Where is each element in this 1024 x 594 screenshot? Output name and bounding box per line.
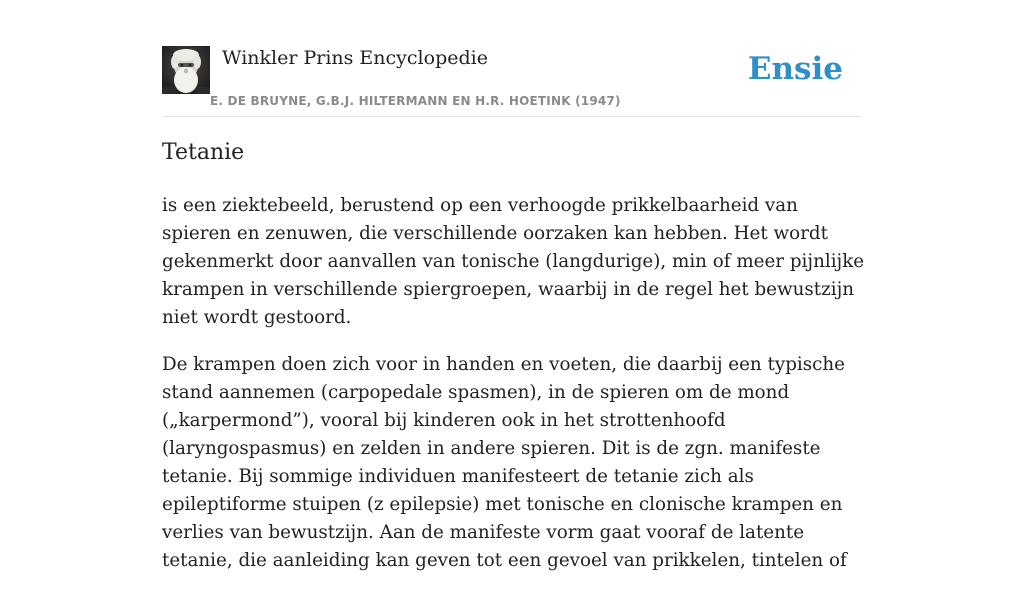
ensie-logo[interactable]: Ensie: [747, 51, 843, 87]
entry-title: Tetanie: [162, 140, 245, 165]
authors-line: E. DE BRUYNE, G.B.J. HILTERMANN EN H.R. HOETINK (1947): [210, 94, 621, 108]
site-header: [162, 46, 862, 117]
site-title[interactable]: Winkler Prins Encyclopedie: [222, 47, 488, 69]
author-avatar: [162, 46, 210, 94]
entry-body: [162, 192, 872, 594]
entry-paragraph: De krampen doen zich voor in handen en voeten, die daarbij een typische stand aannemen (carpopedale spasmen), in de spieren om de mond („karpermond”), vooral bij kinderen ook in het strottenhoofd (laryngospasmus) en zelden in andere spieren. Dit is de zgn. manifeste tetanie. Bij sommige individuen manifesteert de tetanie zich als epileptiforme stuipen (z epilepsie) met tonische en clonische krampen en verlies van bewustzijn. Aan de manifeste vorm gaat vooraf de latente tetanie, die aanleiding kan geven tot een gevoel van prikkelen, tintelen of: [162, 354, 847, 571]
entry-paragraph: is een ziektebeeld, berustend op een verhoogde prikkelbaarheid van spieren en zenuwen, die verschillende oorzaken kan hebben. Het wordt gekenmerkt door aanvallen van tonische (langdurige), min of meer pijnlijke krampen in verschillende spiergroepen, waarbij in de regel het bewustzijn niet wordt gestoord.: [162, 195, 865, 328]
portrait-icon: [162, 46, 210, 94]
